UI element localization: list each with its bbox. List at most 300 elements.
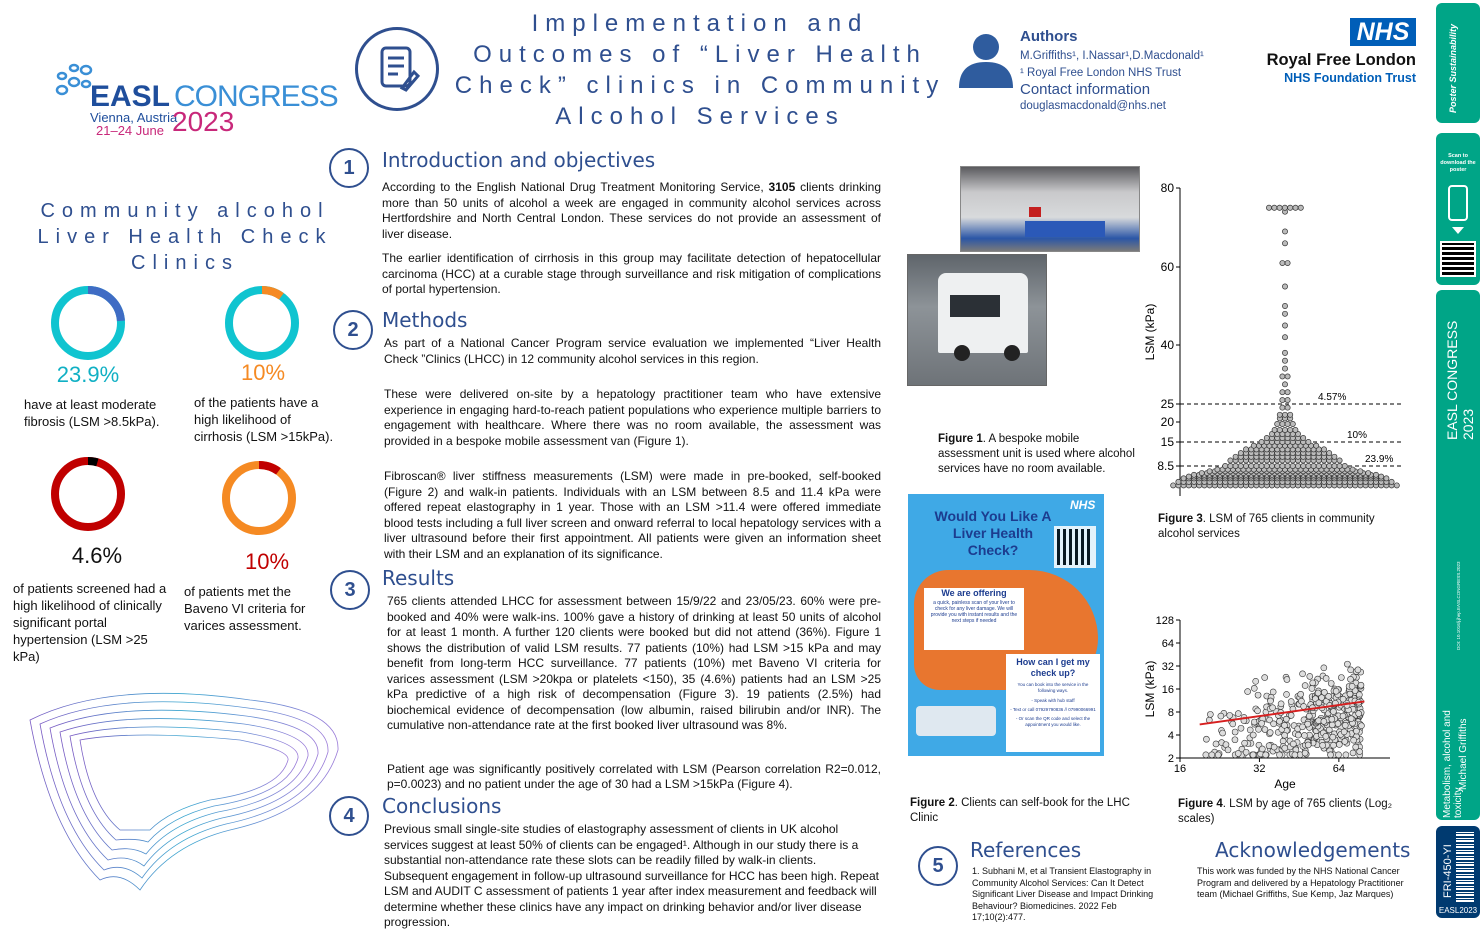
- data-point: [1340, 713, 1346, 719]
- intro-paragraph-1: According to the English National Drug Treatment Monitoring Service, 3105 clients drinking more than 50 units of alcohol a week are engaged in community alcohol services across Hertfordshire and North Central London. These services do not provide an assessment of liver disease.: [382, 180, 882, 241]
- poster-question-line-2: Liver Health: [952, 525, 1034, 541]
- data-point: [1290, 741, 1296, 747]
- data-point: [1314, 443, 1319, 448]
- data-point: [1350, 750, 1356, 756]
- y-tick-label: 16: [1161, 684, 1174, 696]
- data-point: [1329, 722, 1335, 728]
- left-panel-title: [20, 198, 350, 276]
- data-point: [1321, 665, 1327, 671]
- stat-pct-cirrhosis: 10%: [240, 360, 286, 385]
- data-point: [1271, 721, 1277, 727]
- data-point: [1295, 732, 1301, 738]
- results-paragraph-2: Patient age was significantly positively correlated with LSM (Pearson correlation R2=0.012, p=0.0023) and no patient under the age of 30 had a LSM >15kPa (Figure 4).: [387, 761, 881, 791]
- data-point: [1315, 690, 1321, 696]
- data-point: [1328, 752, 1334, 758]
- data-point: [1215, 752, 1221, 758]
- data-point: [1358, 723, 1364, 729]
- data-point: [1285, 405, 1290, 410]
- data-point: [1275, 463, 1280, 468]
- data-point: [1316, 463, 1321, 468]
- data-point: [1275, 421, 1280, 426]
- reference-text: 1. Subhani M, et al Transient Elastography in Community Alcohol Services: Can It Detect Significant Liver Disease and Impact Drinking Behaviour? Biomedicines. 2022 Feb 17;10(2):477.: [972, 866, 1154, 922]
- data-point: [1342, 722, 1348, 728]
- title-line-4: Alcohol Services: [555, 103, 845, 130]
- data-point: [1235, 711, 1241, 717]
- data-point: [1384, 476, 1389, 481]
- poster-scan-illustration: [916, 706, 996, 736]
- data-point: [1233, 454, 1238, 459]
- stat-pct-varices: 10%: [244, 549, 290, 574]
- data-point: [1321, 447, 1326, 452]
- data-point: [1259, 463, 1264, 468]
- data-point: [1293, 427, 1298, 432]
- data-point: [1269, 463, 1274, 468]
- data-point: [1300, 671, 1306, 677]
- sidebar-download[interactable]: [1436, 133, 1480, 285]
- data-point: [1353, 744, 1359, 750]
- section-5-number: 5: [918, 846, 958, 886]
- data-point: [1349, 683, 1355, 689]
- data-point: [1225, 747, 1231, 753]
- data-point: [1306, 713, 1312, 719]
- data-point: [1394, 483, 1399, 488]
- scatter-points: [1203, 661, 1365, 758]
- data-point: [1298, 691, 1304, 697]
- stat-text-cirrhosis: of the patients have a high likelihood of cirrhosis (LSM >15kPa).: [194, 395, 334, 444]
- data-point: [1337, 463, 1342, 468]
- data-point: [1366, 470, 1371, 475]
- data-point: [1338, 674, 1344, 680]
- data-point: [1256, 726, 1262, 732]
- data-point: [1320, 742, 1326, 748]
- easl-logo: [52, 58, 338, 138]
- data-point: [1293, 205, 1298, 210]
- lsm-by-age-scatter-chart: [1140, 606, 1402, 794]
- data-point: [1207, 711, 1213, 717]
- data-point: [1330, 742, 1336, 748]
- x-tick-label: 64: [1332, 763, 1345, 775]
- liver-wireframe-image: [20, 680, 350, 910]
- data-point: [1228, 458, 1233, 463]
- data-point: [1263, 752, 1269, 758]
- poster-question-line-1: Would You Like A: [934, 508, 1052, 524]
- data-point: [1282, 303, 1287, 308]
- data-point: [1282, 722, 1288, 728]
- data-point: [1342, 738, 1348, 744]
- data-point: [1302, 683, 1308, 689]
- section-2-number: 2: [333, 310, 373, 350]
- threshold-label: 4.57%: [1318, 392, 1347, 403]
- data-point: [1242, 740, 1248, 746]
- poster-how-text: You can book into the service in the following ways.: [1017, 682, 1089, 693]
- authors-block: [1020, 28, 1240, 112]
- data-point: [1264, 463, 1269, 468]
- y-tick-label: 2: [1167, 753, 1174, 765]
- data-point: [1280, 374, 1285, 379]
- section-1-body: [382, 180, 881, 307]
- data-point: [1232, 729, 1238, 735]
- poster-how-step-2: - Text or call 07929790836 // 07990066991: [1010, 707, 1096, 712]
- poster-how-step-3: - Or scan the QR code and select the appointment you would like.: [1015, 716, 1091, 727]
- results-paragraph-1: 765 clients attended LHCC for assessment between 15/9/22 and 23/05/23. 60% were pre-booked and 40% were walk-ins. 100% gave a history of drinking at least 50 units of alcohol for at least 1 month. A further 120 clients were booked but did not attend (36%). Figure 1 shows the distribution of valid LSM results. 77 patients (10%) had LSM >15 kPa and may benefit from long-term HCC surveillance. 77 patients (10%) met Baveno VI criteria for varices assessment (LSM >20kpa or platelets <150), 35 (4.6%) patients had an LSM >25 kPa predictive of a high risk of decompensation (Figure 3). 19 patients (2.5%) had biochemical evidence of decompensation (low albumin, raised bilirubin and/or INR). The cumulative non-attendance rate at the first booked liver ultrasound was 8%.: [387, 594, 881, 732]
- data-point: [1301, 732, 1307, 738]
- data-point: [1282, 323, 1287, 328]
- data-point: [1301, 435, 1306, 440]
- data-point: [1285, 463, 1290, 468]
- donut-portal-hypertension: [49, 455, 127, 533]
- data-point: [1311, 463, 1316, 468]
- data-point: [1262, 675, 1268, 681]
- data-point: [1353, 728, 1359, 734]
- data-point: [1373, 472, 1378, 477]
- year-text: 2023: [172, 106, 235, 137]
- data-point: [1223, 463, 1228, 468]
- data-point: [1285, 421, 1290, 426]
- data-point: [1282, 732, 1288, 738]
- data-point: [1323, 733, 1329, 739]
- data-point: [1344, 661, 1350, 667]
- data-point: [1270, 705, 1276, 711]
- data-point: [1238, 450, 1243, 455]
- y-axis-label: LSM (kPa): [1143, 660, 1157, 718]
- data-point: [1282, 241, 1287, 246]
- data-point: [1341, 729, 1347, 735]
- data-point: [1207, 469, 1212, 474]
- poster-how-heading: How can I get my check up?: [1016, 657, 1090, 678]
- y-tick-label: 4: [1167, 730, 1174, 742]
- data-point: [1284, 676, 1290, 682]
- section-2-heading: Methods: [382, 308, 468, 332]
- data-point: [1305, 742, 1311, 748]
- data-point: [1306, 463, 1311, 468]
- data-point: [1233, 463, 1238, 468]
- data-point: [1321, 463, 1326, 468]
- data-point: [1301, 463, 1306, 468]
- data-point: [1327, 463, 1332, 468]
- data-point: [1243, 463, 1248, 468]
- stat-text-portal-hypertension: of patients screened had a high likelihood of clinically significant portal hypertension (LSM >25 kPa): [13, 581, 167, 664]
- data-point: [1295, 463, 1300, 468]
- poster-title: [445, 8, 955, 132]
- data-point: [1259, 746, 1265, 752]
- data-point: [1278, 701, 1284, 707]
- data-point: [1203, 752, 1209, 758]
- title-line-1: Implementation and: [531, 10, 869, 37]
- data-point: [1276, 752, 1282, 758]
- data-point: [1280, 260, 1285, 265]
- data-point: [1218, 713, 1224, 719]
- y-axis-label: LSM (kPa): [1143, 303, 1157, 361]
- authors-heading: Authors: [1020, 28, 1078, 45]
- references-heading: References: [970, 838, 1082, 862]
- data-point: [1191, 472, 1196, 477]
- section-4-number: 4: [329, 796, 369, 836]
- methods-paragraph-2: These were delivered on-site by a hepatology practitioner team who have extensive experience in engaging hard-to-reach patient populations who experience multiple barriers to engagement with healthcare. Where there was no room available, the assessment was provided in a bespoke mobile assessment van (Figure 1).: [384, 387, 881, 448]
- data-point: [1337, 458, 1342, 463]
- data-point: [1290, 463, 1295, 468]
- contact-heading: Contact information: [1020, 81, 1151, 98]
- data-point: [1280, 397, 1285, 402]
- data-point: [1282, 205, 1287, 210]
- data-point: [1209, 752, 1215, 758]
- data-point: [1171, 483, 1176, 488]
- data-point: [1249, 463, 1254, 468]
- data-point: [1328, 680, 1334, 686]
- data-point: [1272, 427, 1277, 432]
- lsm-beeswarm-chart: [1140, 178, 1415, 500]
- data-point: [1259, 720, 1265, 726]
- data-point: [1350, 467, 1355, 472]
- title-line-2: Outcomes of “Liver Health: [473, 41, 927, 68]
- nhs-org: Royal Free London: [1266, 51, 1416, 69]
- data-point: [1309, 685, 1315, 691]
- section-4-body: Previous small single-site studies of elastography assessment of clients in UK alcohol services suggest at least 50% of clients can be engaged¹. Although in our study there is a substantial non-attendance rate these slots can be readily filled by walk-in clients. Subsequent engagement in follow-up ultrasound surveillance for HCC has been high. Repeat LSM and AUDIT C assessment of patients 1 year after index measurement and feedback will determine whether these clinics have any impact on drinking behavior and/or liver disease progression.: [384, 822, 879, 929]
- data-point: [1351, 737, 1357, 743]
- x-tick-label: 16: [1173, 763, 1187, 775]
- data-point: [1280, 421, 1285, 426]
- data-point: [1358, 469, 1363, 474]
- section-4-heading: Conclusions: [382, 794, 502, 818]
- data-point: [1282, 335, 1287, 340]
- x-axis-label: Age: [1274, 777, 1296, 791]
- data-point: [1176, 479, 1181, 484]
- y-tick-label: 20: [1160, 415, 1174, 429]
- sidebar-code: [1436, 826, 1480, 918]
- poster-how-step-1: - Speak with hub staff: [1031, 698, 1075, 703]
- sidebar-code-text: FRI-450-YI: [1442, 844, 1454, 898]
- data-point: [1321, 718, 1327, 724]
- data-point: [1282, 358, 1287, 363]
- data-point: [1288, 427, 1293, 432]
- data-point: [1356, 711, 1362, 717]
- figure-2-caption: Figure 2. Clients can self-book for the LHC Clinic: [910, 797, 1130, 824]
- y-tick-label: 25: [1160, 397, 1174, 411]
- data-point: [1327, 450, 1332, 455]
- data-point: [1282, 229, 1287, 234]
- methods-paragraph-3: Fibroscan® liver stiffness measurements (LSM) were made in pre-booked, self-booked (Figure 2) and walk-in patients. Individuals with an LSM between 8.5 and 11.4 kPa were offered repeat elastography in 1 year. Those with an LSM >11.4 were offered immediate blood tests including a full liver screen and onward referral to local hepatology services with a liver ultrasound before their first appointment. All patients were given an information sheet with their LSM and an explanation of its significance.: [384, 469, 881, 561]
- poster-how-box: [1006, 654, 1100, 752]
- y-tick-label: 8.5: [1157, 459, 1174, 473]
- liver-health-check-poster: [908, 494, 1104, 756]
- data-point: [1310, 680, 1316, 686]
- data-point: [1285, 397, 1290, 402]
- title-line-3: Check” clinics in Community: [454, 72, 946, 99]
- data-point: [1277, 427, 1282, 432]
- sidebar-doi-text: DOI: 10.1016/j.jhep.EASLCONGRESS.2023: [1456, 561, 1461, 650]
- poster-offer-text: a quick, painless scan of your liver to check for any liver damage. We will provide you with instant results and the next steps if needed: [930, 600, 1018, 624]
- data-point: [1284, 691, 1290, 697]
- data-point: [1213, 741, 1219, 747]
- acknowledgements-heading: Acknowledgements: [1215, 838, 1411, 862]
- sidebar-sustainability-text: Poster Sustainability: [1448, 23, 1458, 113]
- data-point: [1238, 463, 1243, 468]
- data-point: [1330, 734, 1336, 740]
- barcode-icon: [1456, 832, 1474, 902]
- data-point: [1267, 730, 1273, 736]
- author-names: M.Griffiths¹, I.Nassar¹,D.Macdonald¹: [1020, 50, 1204, 62]
- data-point: [1290, 421, 1295, 426]
- poster-question: [926, 508, 1060, 559]
- data-point: [1355, 667, 1361, 673]
- data-point: [1316, 700, 1322, 706]
- left-title-line-2: Liver Health Check: [37, 226, 333, 248]
- document-edit-icon: [355, 27, 439, 111]
- data-point: [1282, 311, 1287, 316]
- sidebar-congress-text: EASL CONGRESS 2023: [1444, 320, 1476, 440]
- data-point: [1251, 685, 1257, 691]
- figure-3-caption: Figure 3. LSM of 765 clients in community alcohol services: [1158, 513, 1375, 540]
- data-point: [1199, 470, 1204, 475]
- data-point: [1215, 467, 1220, 472]
- data-point: [1238, 725, 1244, 731]
- figure-4-caption: Figure 4. LSM by age of 765 clients (Log₂ scales): [1178, 798, 1393, 825]
- y-tick-label: 128: [1155, 615, 1174, 627]
- data-point: [1277, 718, 1283, 724]
- data-point: [1255, 708, 1261, 714]
- data-point: [1288, 412, 1293, 417]
- data-point: [1272, 205, 1277, 210]
- data-point: [1220, 730, 1226, 736]
- data-point: [1228, 463, 1233, 468]
- donut-track: [229, 290, 295, 356]
- section-3-number: 3: [330, 570, 370, 610]
- section-2-body: [384, 336, 881, 571]
- data-point: [1277, 205, 1282, 210]
- data-point: [1323, 675, 1329, 681]
- location-text: Vienna, Austria: [90, 110, 178, 125]
- methods-paragraph-1: As part of a National Cancer Program service evaluation we implemented “Liver Health Check ”Clinics (LHCC) in 12 community alcohol services in this region.: [384, 336, 881, 366]
- data-point: [1280, 405, 1285, 410]
- sidebar-qr-code-icon[interactable]: [1440, 241, 1476, 277]
- threshold-label: 23.9%: [1365, 454, 1394, 465]
- contact-email[interactable]: douglasmacdonald@nhs.net: [1020, 100, 1166, 112]
- poster-nhs-badge: NHS: [1070, 498, 1096, 512]
- stat-pct-portal-hypertension: 4.6%: [71, 543, 123, 568]
- section-3-heading: Results: [382, 566, 455, 590]
- sidebar-author-text: Michael Griffiths: [1458, 718, 1469, 790]
- y-tick-label: 80: [1160, 181, 1174, 195]
- y-tick-label: 8: [1167, 707, 1174, 719]
- mobile-van-photo: [907, 254, 1047, 386]
- data-point: [1271, 744, 1277, 750]
- y-tick-label: 40: [1160, 338, 1174, 352]
- y-tick-label: 15: [1160, 435, 1174, 449]
- poster-offer-box: [924, 588, 1024, 650]
- data-point: [1282, 350, 1287, 355]
- sidebar-footer-text: EASL2023: [1438, 906, 1478, 915]
- data-point: [1253, 678, 1259, 684]
- data-point: [1282, 366, 1287, 371]
- data-point: [1389, 479, 1394, 484]
- data-point: [1285, 390, 1290, 395]
- poster-qr-code-icon[interactable]: [1054, 526, 1096, 568]
- easl-text: EASL: [90, 80, 171, 113]
- section-1-number: 1: [329, 148, 369, 188]
- intro-paragraph-2: The earlier identification of cirrhosis in this group may facilitate detection of hepatocellular carcinoma (HCC) at a curable stage through surveillance and risk mitigation of complications of portal hypertension.: [382, 251, 881, 296]
- sidebar-scan-text: Scan to download the poster: [1440, 153, 1476, 173]
- data-point: [1301, 703, 1307, 709]
- data-point: [1292, 752, 1298, 758]
- data-point: [1267, 698, 1273, 704]
- sidebar-topic-text: Metabolism, alcohol and toxicity: [1442, 710, 1464, 818]
- donut-fibrosis: [49, 284, 127, 362]
- data-point: [1250, 752, 1256, 758]
- data-point: [1288, 712, 1294, 718]
- data-point: [1336, 741, 1342, 747]
- phone-icon: [1448, 185, 1468, 221]
- data-point: [1302, 750, 1308, 756]
- congress-text: CONGRESS: [174, 80, 338, 113]
- data-point: [1343, 752, 1349, 758]
- data-point: [1333, 688, 1339, 694]
- threshold-label: 10%: [1347, 430, 1368, 441]
- y-tick-label: 64: [1161, 638, 1174, 650]
- author-affiliation: ¹ Royal Free London NHS Trust: [1020, 67, 1182, 79]
- data-point: [1332, 454, 1337, 459]
- data-point: [1298, 205, 1303, 210]
- section-1-heading: Introduction and objectives: [382, 148, 656, 172]
- data-point: [1254, 463, 1259, 468]
- acknowledgements-text: This work was funded by the NHS National Cancer Program and delivered by a Hepatology Practitioner team (Michael Griffiths, Sue Kemp, Jaz Marques): [1197, 866, 1404, 899]
- data-point: [1336, 752, 1342, 758]
- left-title-line-1: Community alcohol: [40, 200, 330, 222]
- data-point: [1243, 447, 1248, 452]
- data-point: [1348, 676, 1354, 682]
- data-point: [1230, 721, 1236, 727]
- section-3-body: [387, 594, 881, 802]
- data-point: [1186, 474, 1191, 479]
- figure-1-caption: Figure 1. A bespoke mobile assessment unit is used where alcohol services have no room available.: [938, 433, 1135, 475]
- data-point: [1282, 745, 1288, 751]
- data-point: [1247, 727, 1253, 733]
- data-point: [1332, 463, 1337, 468]
- data-point: [1340, 696, 1346, 702]
- beeswarm-points: [1171, 205, 1400, 488]
- data-point: [1277, 412, 1282, 417]
- data-point: [1348, 667, 1354, 673]
- data-point: [1232, 737, 1238, 743]
- stat-pct-fibrosis: 23.9%: [56, 362, 120, 387]
- y-tick-label: 32: [1161, 661, 1174, 673]
- donut-cirrhosis: [223, 284, 301, 362]
- poster-offer-heading: We are offering: [941, 588, 1007, 598]
- data-point: [1282, 284, 1287, 289]
- dates-text: 21–24 June: [96, 123, 164, 138]
- data-point: [1264, 435, 1269, 440]
- data-point: [1282, 382, 1287, 387]
- data-point: [1342, 463, 1347, 468]
- data-point: [1348, 716, 1354, 722]
- data-point: [1379, 474, 1384, 479]
- poster-question-line-3: Check?: [967, 542, 1019, 558]
- data-point: [1288, 699, 1294, 705]
- data-point: [1329, 716, 1335, 722]
- data-point: [1288, 205, 1293, 210]
- donut-track: [226, 465, 292, 531]
- data-point: [1300, 724, 1306, 730]
- data-point: [1251, 443, 1256, 448]
- data-point: [1227, 712, 1233, 718]
- data-point: [1285, 374, 1290, 379]
- data-point: [1282, 412, 1287, 417]
- data-point: [1181, 476, 1186, 481]
- x-tick-label: 32: [1253, 763, 1266, 775]
- data-point: [1243, 749, 1249, 755]
- van-interior-photo: [960, 166, 1140, 252]
- sidebar-info: [1436, 290, 1480, 820]
- data-point: [1358, 682, 1364, 688]
- donut-varices: [220, 459, 298, 537]
